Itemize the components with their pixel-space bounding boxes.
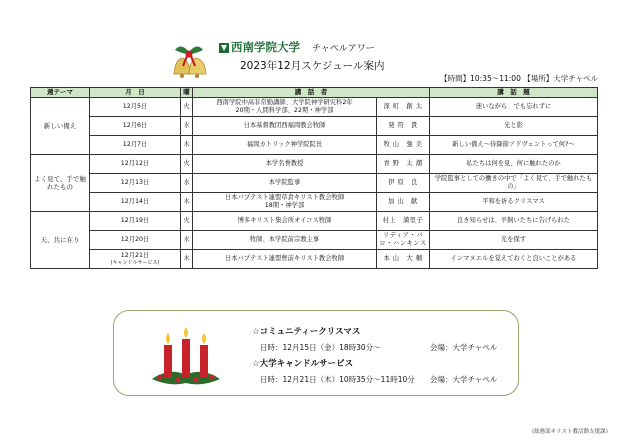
date-cell: 12月6日 — [90, 117, 181, 136]
day-cell: 水 — [181, 231, 193, 250]
speaker-name: 村上 満里子 — [377, 212, 430, 231]
event-title: チャペルアワー — [312, 44, 375, 54]
week-theme: よく見て、手で触れたもの — [31, 155, 90, 212]
day-cell: 火 — [181, 155, 193, 174]
day-cell: 木 — [181, 193, 193, 212]
affiliation-cell — [193, 193, 377, 212]
table-row — [31, 193, 598, 212]
speaker-name: 伊 原 良 — [377, 174, 430, 193]
time-place-info: 【時間】10:35～11:00 【場所】大学チャペル — [440, 74, 598, 83]
day-cell: 木 — [181, 136, 193, 155]
topic-cell: 私たちは何を見、何に触れたのか — [430, 155, 598, 174]
day-cell: 火 — [181, 98, 193, 117]
day-cell: 木 — [181, 250, 193, 269]
topic-cell: 光を探す — [430, 231, 598, 250]
col-header-topic: 講 話 題 — [430, 88, 598, 98]
affiliation-line: 18期・神学部 — [264, 202, 305, 209]
week-theme: 新しい備え — [31, 98, 90, 155]
page-header — [0, 38, 625, 88]
topic-cell: インマヌエルを覚えておくと良いことがある — [430, 250, 598, 269]
event-datetime: 日時：12月15日（金）18時30分～ — [260, 343, 381, 352]
schedule-table — [30, 87, 598, 269]
table-row — [31, 98, 598, 117]
date-cell: 12月14日 — [90, 193, 181, 212]
topic-cell: 良き知らせは、羊飼いたちに告げられた — [430, 212, 598, 231]
date-cell: 12月19日 — [90, 212, 181, 231]
date-text: 12月21日 — [120, 251, 150, 259]
affiliation-cell — [193, 98, 377, 117]
event-venue: 会場：大学チャペル — [430, 375, 498, 384]
table-header-row — [31, 88, 598, 98]
day-cell: 水 — [181, 174, 193, 193]
department-footer: 《総務部キリスト教活動支援課》 — [528, 429, 611, 435]
event-title: ☆コミュニティークリスマス — [252, 327, 361, 337]
topic-cell: 迷いながら でも忘れずに — [430, 98, 598, 117]
topic-cell: 学院監事としての働きの中で「よく見て、手で触れたもの」 — [430, 174, 598, 193]
date-cell: 12月20日 — [90, 231, 181, 250]
topic-cell: 平和を祈るクリスマス — [430, 193, 598, 212]
day-cell: 火 — [181, 212, 193, 231]
event-datetime: 日時：12月21日（木）10時35分～11時10分 — [260, 375, 415, 384]
christmas-bells-icon — [165, 38, 215, 86]
table-row — [31, 174, 598, 193]
week-theme: 天、共に在り — [31, 212, 90, 269]
affiliation-line: 20期・人間科学部、22期・神学部 — [235, 107, 334, 114]
page-title: 2023年12月スケジュール案内 — [240, 60, 385, 72]
affiliation-cell: 福岡カトリック神学院院長 — [193, 136, 377, 155]
topic-cell: 新しい備え～待降節アドヴェントって何?～ — [430, 136, 598, 155]
university-name: 西南学院大学 — [231, 40, 300, 54]
affiliation-cell: 博多キリスト集会所オイコス牧師 — [193, 212, 377, 231]
col-header-date: 月 日 — [90, 88, 181, 98]
table-row — [31, 250, 598, 269]
date-note: (キャンドルサービス) — [110, 259, 160, 266]
speaker-name: 牧 山 強 美 — [377, 136, 430, 155]
event-venue: 会場：大学チャペル — [430, 343, 498, 352]
special-events-box — [113, 310, 519, 396]
affiliation-line: 西南学院中高非常勤講師、大学院神学研究科2年 — [216, 99, 353, 107]
day-cell: 水 — [181, 117, 193, 136]
table-row — [31, 155, 598, 174]
speaker-name: 本 山 大 輔 — [377, 250, 430, 269]
speaker-name: 青 野 太 潮 — [377, 155, 430, 174]
affiliation-cell: 本学名誉教授 — [193, 155, 377, 174]
affiliation-cell: 牧師、本学院前宗教主事 — [193, 231, 377, 250]
speaker-name: 発 符 貴 — [377, 117, 430, 136]
table-row — [31, 212, 598, 231]
affiliation-cell: 日本基督教団西福岡教会牧師 — [193, 117, 377, 136]
speaker-name: 加 山 献 — [377, 193, 430, 212]
date-cell: 12月13日 — [90, 174, 181, 193]
table-row — [31, 136, 598, 155]
date-cell: 12月12日 — [90, 155, 181, 174]
table-row — [31, 231, 598, 250]
speaker-name: リディア・バロ・ハンキンス — [377, 231, 430, 250]
speaker-name: 深 町 創 太 — [377, 98, 430, 117]
topic-cell: 光と影 — [430, 117, 598, 136]
affiliation-cell: 日本バプテスト連盟豊前キリスト教会牧師 — [193, 250, 377, 269]
advent-candles-icon — [150, 317, 222, 389]
affiliation-line: 日本バプテスト連盟草倉キリスト教会牧師 — [224, 194, 345, 202]
affiliation-cell: 本学院監事 — [193, 174, 377, 193]
date-cell — [90, 250, 181, 269]
date-cell: 12月5日 — [90, 98, 181, 117]
event-title: ☆大学キャンドルサービス — [252, 359, 354, 369]
date-cell: 12月7日 — [90, 136, 181, 155]
university-logo-icon — [218, 42, 230, 54]
col-header-day: 曜 — [181, 88, 193, 98]
table-row — [31, 117, 598, 136]
col-header-theme: 週テーマ — [31, 88, 90, 98]
col-header-speaker: 講 話 者 — [193, 88, 430, 98]
